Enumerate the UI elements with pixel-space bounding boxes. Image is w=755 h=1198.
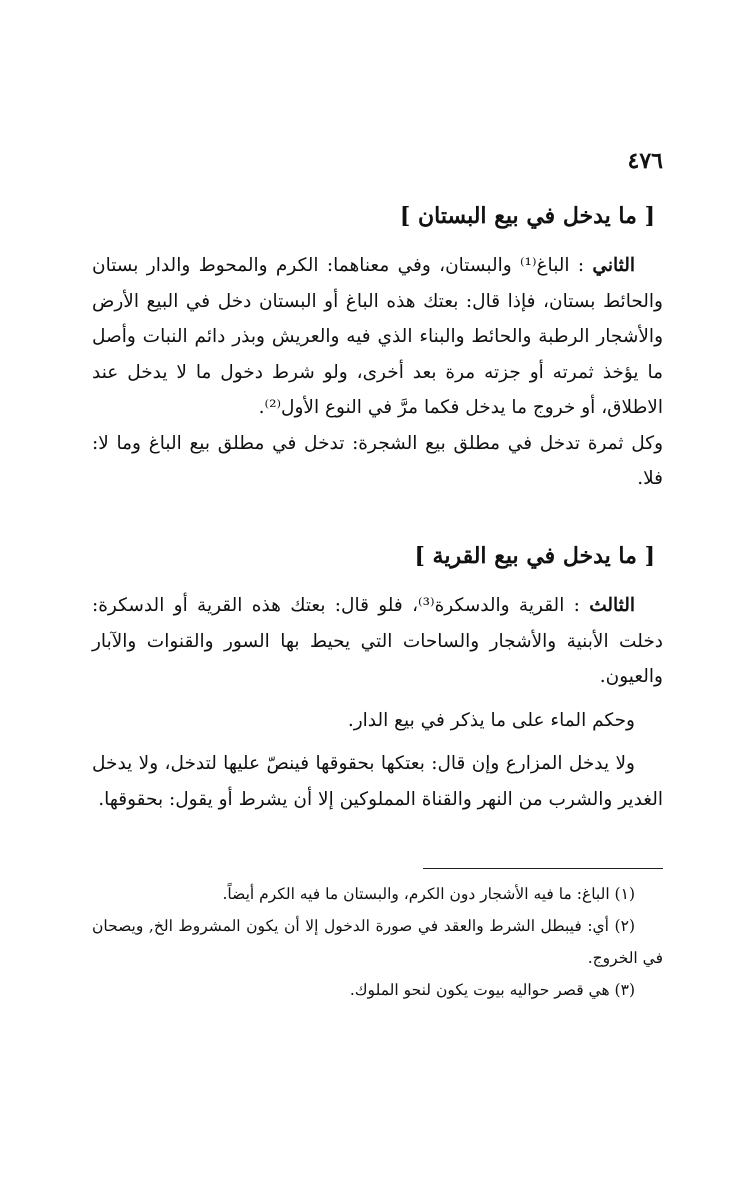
- footnote-divider: [423, 868, 663, 869]
- footnote-1: (١) الباغ: ما فيه الأشجار دون الكرم، والبستان ما فيه الكرم أيضاً.: [222, 885, 635, 903]
- paragraph-lead-word: الثاني: [592, 255, 635, 276]
- section-heading-village: [ ما يدخل في بيع القرية ]: [414, 543, 655, 569]
- paragraph-orchard-fruit: وكل ثمرة تدخل في مطلق بيع الشجرة: تدخل في مطلق بيع الباغ وما لا: فلا.: [92, 432, 663, 489]
- footnotes: [92, 878, 663, 1006]
- paragraph-village-definition: [92, 588, 663, 695]
- footnote-2: (٢) أي: فيبطل الشرط والعقد في صورة الدخول إلا أن يكون المشروط الخ, ويصحان في الخروج.: [92, 917, 663, 967]
- paragraph-lead-word: الثالث: [589, 595, 635, 616]
- paragraph-farmland-ruling: ولا يدخل المزارع وإن قال: بعتكها بحقوقها فينصّ عليها لتدخل، ولا يدخل الغدير والشرب من النهر والقناة المملوكين إلا أن يشرط أو يقول: بحقوقها.: [92, 753, 663, 810]
- paragraph-water-ruling: وحكم الماء على ما يذكر في بيع الدار.: [347, 709, 635, 731]
- paragraph-text: : القرية والدسكرة⁽³⁾، فلو قال: بعتك هذه القرية أو الدسكرة: دخلت الأبنية والأشجار والساحات التي يحيط بها السور والقنوات والآبار والعيون.: [92, 595, 663, 687]
- paragraph-orchard-definition: [92, 248, 663, 426]
- footnote-3: (٣) هي قصر حواليه بيوت يكون لنحو الملوك.: [349, 981, 635, 999]
- paragraph-text: : الباغ⁽¹⁾ والبستان، وفي معناهما: الكرم والمحوط والدار بستان والحائط بستان، فإذا قال: بعتك هذه الباغ أو البستان دخل في البيع الأرض والأشجار الرطبة والحائط والبناء الذي فيه والعريش وبذر دائم النبات وأصل ما يؤخذ ثمرته أو جزته مرة بعد أخرى، ولو شرط دخول ما لا يدخل عند الاطلاق، أو خروج ما يدخل فكما مرَّ في النوع الأول⁽²⁾.: [92, 255, 663, 418]
- section-heading-orchard: [ ما يدخل في بيع البستان ]: [399, 203, 655, 229]
- page-number: ٤٧٦: [627, 148, 663, 174]
- section-orchard-sale: [92, 196, 663, 497]
- section-village-sale: [92, 536, 663, 817]
